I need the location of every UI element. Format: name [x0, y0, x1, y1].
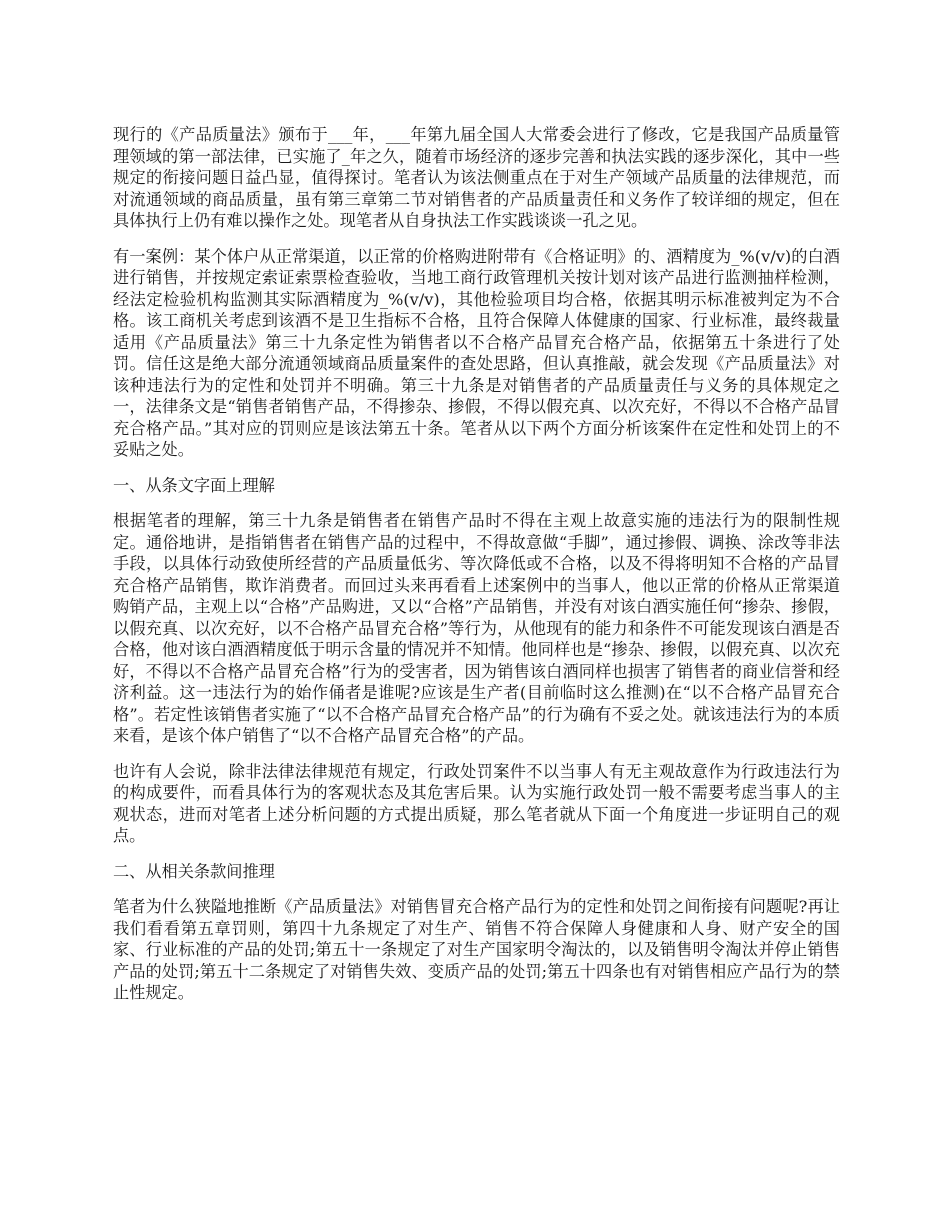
objection-paragraph: 也许有人会说，除非法律法律规范有规定，行政处罚案件不以当事人有无主观故意作为行政违法行为的构成要件，而看具体行为的客观状态及其危害后果。认为实施行政处罚一般不需要考虑当事人的主观状态，进而对笔者上述分析问题的方式提出质疑，那么笔者就从下面一个角度进一步证明自己的观点。 [113, 761, 840, 845]
section-heading-1: 一、从条文字面上理解 [113, 475, 275, 495]
section-2-paragraph: 笔者为什么狭隘地推断《产品质量法》对销售冒充合格产品行为的定性和处罚之间衔接有问题呢?再让我们看看第五章罚则，第四十九条规定了对生产、销售不符合保障人身健康和人身、财产安全的国家、行业标准的产品的处罚;第五十一条规定了对生产国家明令淘汰的，以及销售明令淘汰并停止销售产品的处罚;第五十二条规定了对销售失效、变质产品的处罚;第五十四条也有对销售相应产品行为的禁止性规定。 [113, 897, 840, 1002]
document-body [113, 124, 840, 1018]
case-paragraph: 有一案例：某个体户从正常渠道，以正常的价格购进附带有《合格证明》的、酒精度为_%(v/v)的白酒进行销售，并按规定索证索票检查验收，当地工商行政管理机关按计划对该产品进行监测抽样检测，经法定检验机构监测其实际酒精度为_%(v/v)，其他检验项目均合格，依据其明示标准被判定为不合格。该工商机关考虑到该酒不是卫生指标不合格，且符合保障人体健康的国家、行业标准，最终裁量适用《产品质量法》第三十九条定性为销售者以不合格产品冒充合格产品，依据第五十条进行了处罚。信任这是绝大部分流通领域商品质量案件的查处思路，但认真推敲，就会发现《产品质量法》对该种违法行为的定性和处罚并不明确。第三十九条是对销售者的产品质量责任与义务的具体规定之一，法律条文是“销售者销售产品，不得掺杂、掺假，不得以假充真、以次充好，不得以不合格产品冒充合格产品。”其对应的罚则应是该法第五十条。笔者从以下两个方面分析该案件在定性和处罚上的不妥贴之处。 [113, 246, 840, 459]
section-1-paragraph: 根据笔者的理解，第三十九条是销售者在销售产品时不得在主观上故意实施的违法行为的限制性规定。通俗地讲，是指销售者在销售产品的过程中，不得故意做“手脚”，通过掺假、调换、涂改等非法手段，以具体行动致使所经营的产品质量低劣、等次降低或不合格，以及不得将明知不合格的产品冒充合格产品销售，欺诈消费者。而回过头来再看看上述案例中的当事人，他以正常的价格从正常渠道购销产品，主观上以“合格”产品购进，又以“合格”产品销售，并没有对该白酒实施任何“掺杂、掺假，以假充真、以次充好，以不合格产品冒充合格”等行为，从他现有的能力和条件不可能发现该白酒是否合格，他对该白酒酒精度低于明示含量的情况并不知情。他同样也是“掺杂、掺假，以假充真、以次充好，不得以不合格产品冒充合格”行为的受害者，因为销售该白酒同样也损害了销售者的商业信誉和经济利益。这一违法行为的始作俑者是谁呢?应该是生产者(目前临时这么推测)在“以不合格产品冒充合格”。若定性该销售者实施了“以不合格产品冒充合格产品”的行为确有不妥之处。就该违法行为的本质来看，是该个体户销售了“以不合格产品冒充合格”的产品。 [113, 511, 840, 745]
section-heading-2: 二、从相关条款间推理 [113, 861, 275, 881]
intro-paragraph: 现行的《产品质量法》颁布于___年，___年第九届全国人大常委会进行了修改，它是我国产品质量管理领域的第一部法律，已实施了_年之久，随着市场经济的逐步完善和执法实践的逐步深化，其中一些规定的衔接问题日益凸显，值得探讨。笔者认为该法侧重点在于对生产领域产品质量的法律规范，而对流通领域的商品质量，虽有第三章第二节对销售者的产品质量责任和义务作了较详细的规定，但在具体执行上仍有难以操作之处。现笔者从自身执法工作实践谈谈一孔之见。 [113, 125, 840, 230]
